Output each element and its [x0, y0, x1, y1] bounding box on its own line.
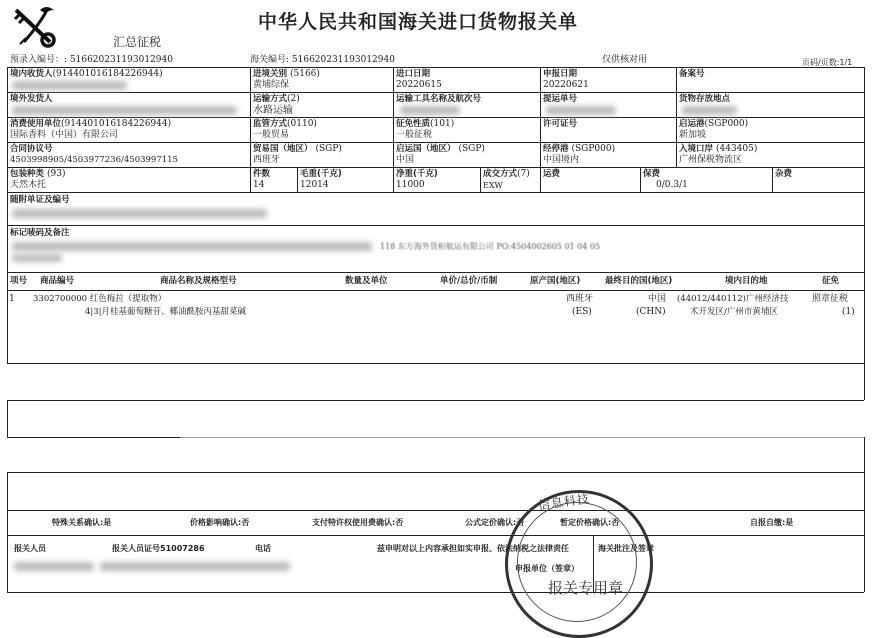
redacted-vessel — [400, 106, 460, 115]
items-header-levy: 征免 — [822, 276, 840, 286]
net-label: 净重(千克) — [396, 169, 438, 179]
item-spec: 4|3|月桂基葡萄糖苷、椰油酰胺丙基甜菜碱 — [85, 307, 247, 317]
transport-mode-value: 水路运输 — [253, 105, 293, 116]
phone-label: 电话 — [255, 544, 271, 553]
item-code-name: 3302700000 红色梅拉（提取物） — [33, 294, 167, 304]
items-header-code: 商品编号 — [40, 276, 75, 286]
shipper-label: 境外发货人 — [10, 94, 53, 104]
entry-port-value: 广州保税物流区 — [679, 155, 743, 165]
transport-mode-label: 运输方式(2) — [253, 94, 300, 104]
redacted-marks-2 — [12, 254, 62, 262]
items-header-no: 项号 — [10, 276, 28, 286]
departure-port-label: 启运港(SGP000) — [679, 119, 749, 129]
contract-label: 合同协议号 — [10, 144, 53, 154]
pieces-value: 14 — [253, 180, 265, 190]
item-dest: 中国 — [648, 294, 667, 304]
item-origin: 西班牙 — [566, 294, 594, 304]
trade-country-value: 西班牙 — [253, 155, 281, 165]
item-levy-code: (1) — [842, 307, 855, 317]
customs-number: 海关编号: 516620231193012940 — [250, 55, 395, 65]
marks-label: 标记唛码及备注 — [10, 228, 70, 238]
confirm-price-influence: 价格影响确认:否 — [190, 518, 250, 527]
freight-label: 运费 — [543, 169, 561, 179]
item-no: 1 — [9, 294, 15, 304]
items-header-name: 商品名称及规格型号 — [160, 276, 237, 286]
storage-label: 货物存放地点 — [679, 94, 731, 104]
company-seal-stamp — [505, 490, 653, 638]
redacted-attached-docs — [12, 209, 267, 218]
net-value: 11000 — [396, 180, 425, 190]
license-label: 许可证号 — [543, 119, 578, 129]
packing-label: 包装种类 (93) — [10, 169, 66, 179]
redacted-declarant — [14, 562, 94, 571]
import-date-value: 20220615 — [396, 80, 442, 90]
confirm-formula-price: 公式定价确认:否 — [465, 518, 525, 527]
item-levy: 照章征税 — [812, 294, 849, 304]
gross-label: 毛重(千克) — [300, 169, 342, 179]
origin-country-value: 中国 — [396, 155, 415, 165]
vessel-label: 运输工具名称及航次号 — [396, 94, 482, 104]
redacted-marks-1 — [12, 242, 372, 251]
gross-value: 12014 — [300, 180, 329, 190]
departure-port-value: 新加坡 — [679, 130, 707, 140]
pre-entry-number: 预录入编号：: 516620231193012940 — [10, 55, 173, 65]
port-label: 进境关别 (5166) — [253, 69, 320, 79]
consumer-value: 国际香料（中国）有限公司 — [10, 130, 119, 140]
item-dest-code: (CHN) — [636, 307, 666, 317]
declare-date-label: 申报日期 — [543, 69, 578, 79]
packing-value: 天然木托 — [10, 180, 47, 190]
pieces-label: 件数 — [253, 169, 271, 179]
levy-nature-label: 征免性质(101) — [396, 119, 455, 129]
consignee-label: 境内收货人(914401016184226944) — [10, 69, 163, 79]
deal-mode-label: 成交方式(7) — [483, 169, 530, 179]
trade-country-label: 贸易国（地区） (SGP) — [253, 144, 342, 154]
confirm-provisional-price: 暂定价格确认:否 — [560, 518, 620, 527]
confirm-self-declare: 自报自缴:是 — [750, 518, 794, 527]
customs-emblem-icon — [10, 4, 58, 48]
item-domestic-2: 术开发区/广州市黄埔区 — [690, 307, 778, 317]
misc-label: 杂费 — [775, 169, 793, 179]
import-date-label: 进口日期 — [396, 69, 431, 79]
entry-port-label: 入境口岸 (443405) — [679, 144, 758, 154]
redacted-storage — [682, 106, 737, 115]
redacted-phone — [100, 562, 290, 571]
transit-port-value: 中国境内 — [543, 155, 580, 165]
confirm-special-relation: 特殊关系确认:是 — [52, 518, 112, 527]
declarant-cert: 报关人员证号51007286 — [112, 544, 205, 553]
record-no-label: 备案号 — [679, 69, 705, 79]
consumer-label: 消费使用单位(914401016184226944) — [10, 119, 172, 129]
items-header-dest: 最终目的国(地区) — [605, 276, 673, 286]
contract-value: 4503998905/4503977236/4503997115 — [10, 155, 178, 165]
stamp-bottom-text: 报关专用章 — [548, 579, 624, 597]
document-title: 中华人民共和国海关进口货物报关单 — [258, 11, 579, 33]
declaration-statement: 兹申明对以上内容承担如实申报、依法纳税之法律责任 — [377, 544, 569, 553]
declarant-label: 报关人员 — [14, 544, 46, 553]
items-header-qty: 数量及单位 — [345, 276, 388, 286]
page-number: 页码/页数:1/1 — [802, 58, 853, 67]
levy-nature-value: 一般征税 — [396, 130, 433, 140]
deal-mode-value: EXW — [483, 181, 503, 190]
declare-date-value: 20220621 — [543, 80, 589, 90]
supervision-value: 一般贸易 — [253, 130, 290, 140]
items-header-price: 单价/总价/币制 — [440, 276, 498, 286]
items-header-domestic: 境内目的地 — [725, 276, 768, 286]
item-origin-code: (ES) — [572, 307, 592, 317]
confirm-royalty: 支付特许权使用费确认:否 — [312, 518, 404, 527]
redacted-consignee — [12, 81, 127, 90]
tax-mode: 汇总征税 — [113, 35, 162, 49]
redacted-bill-no — [546, 106, 616, 115]
stamp-top-text: 信息科技 — [537, 491, 591, 513]
redacted-shipper — [12, 106, 237, 115]
insurance-label: 保费 — [643, 169, 661, 179]
declaring-unit-label: 申报单位（签章） — [515, 564, 579, 573]
item-domestic-1: (44012/440112)广州经济技 — [677, 294, 789, 304]
attached-docs-label: 随附单证及编号 — [10, 195, 70, 205]
port-value: 黄埔综保 — [253, 80, 290, 90]
marks-value: 118 东方海外货柜航运有限公司 PO:4504002605 01 04 05 — [380, 242, 601, 251]
supervision-label: 监管方式(0110) — [253, 119, 317, 129]
items-header-origin: 原产国(地区) — [530, 276, 581, 286]
verify-only-note: 仅供核对用 — [602, 55, 648, 65]
insurance-value: 0/0.3/1 — [656, 180, 688, 190]
origin-country-label: 启运国（地区） (SGP) — [396, 144, 485, 154]
bill-no-label: 提运单号 — [543, 94, 578, 104]
customs-note-label: 海关批注及签章 — [598, 544, 654, 553]
transit-port-label: 经停港 (SGP000) — [543, 144, 616, 154]
